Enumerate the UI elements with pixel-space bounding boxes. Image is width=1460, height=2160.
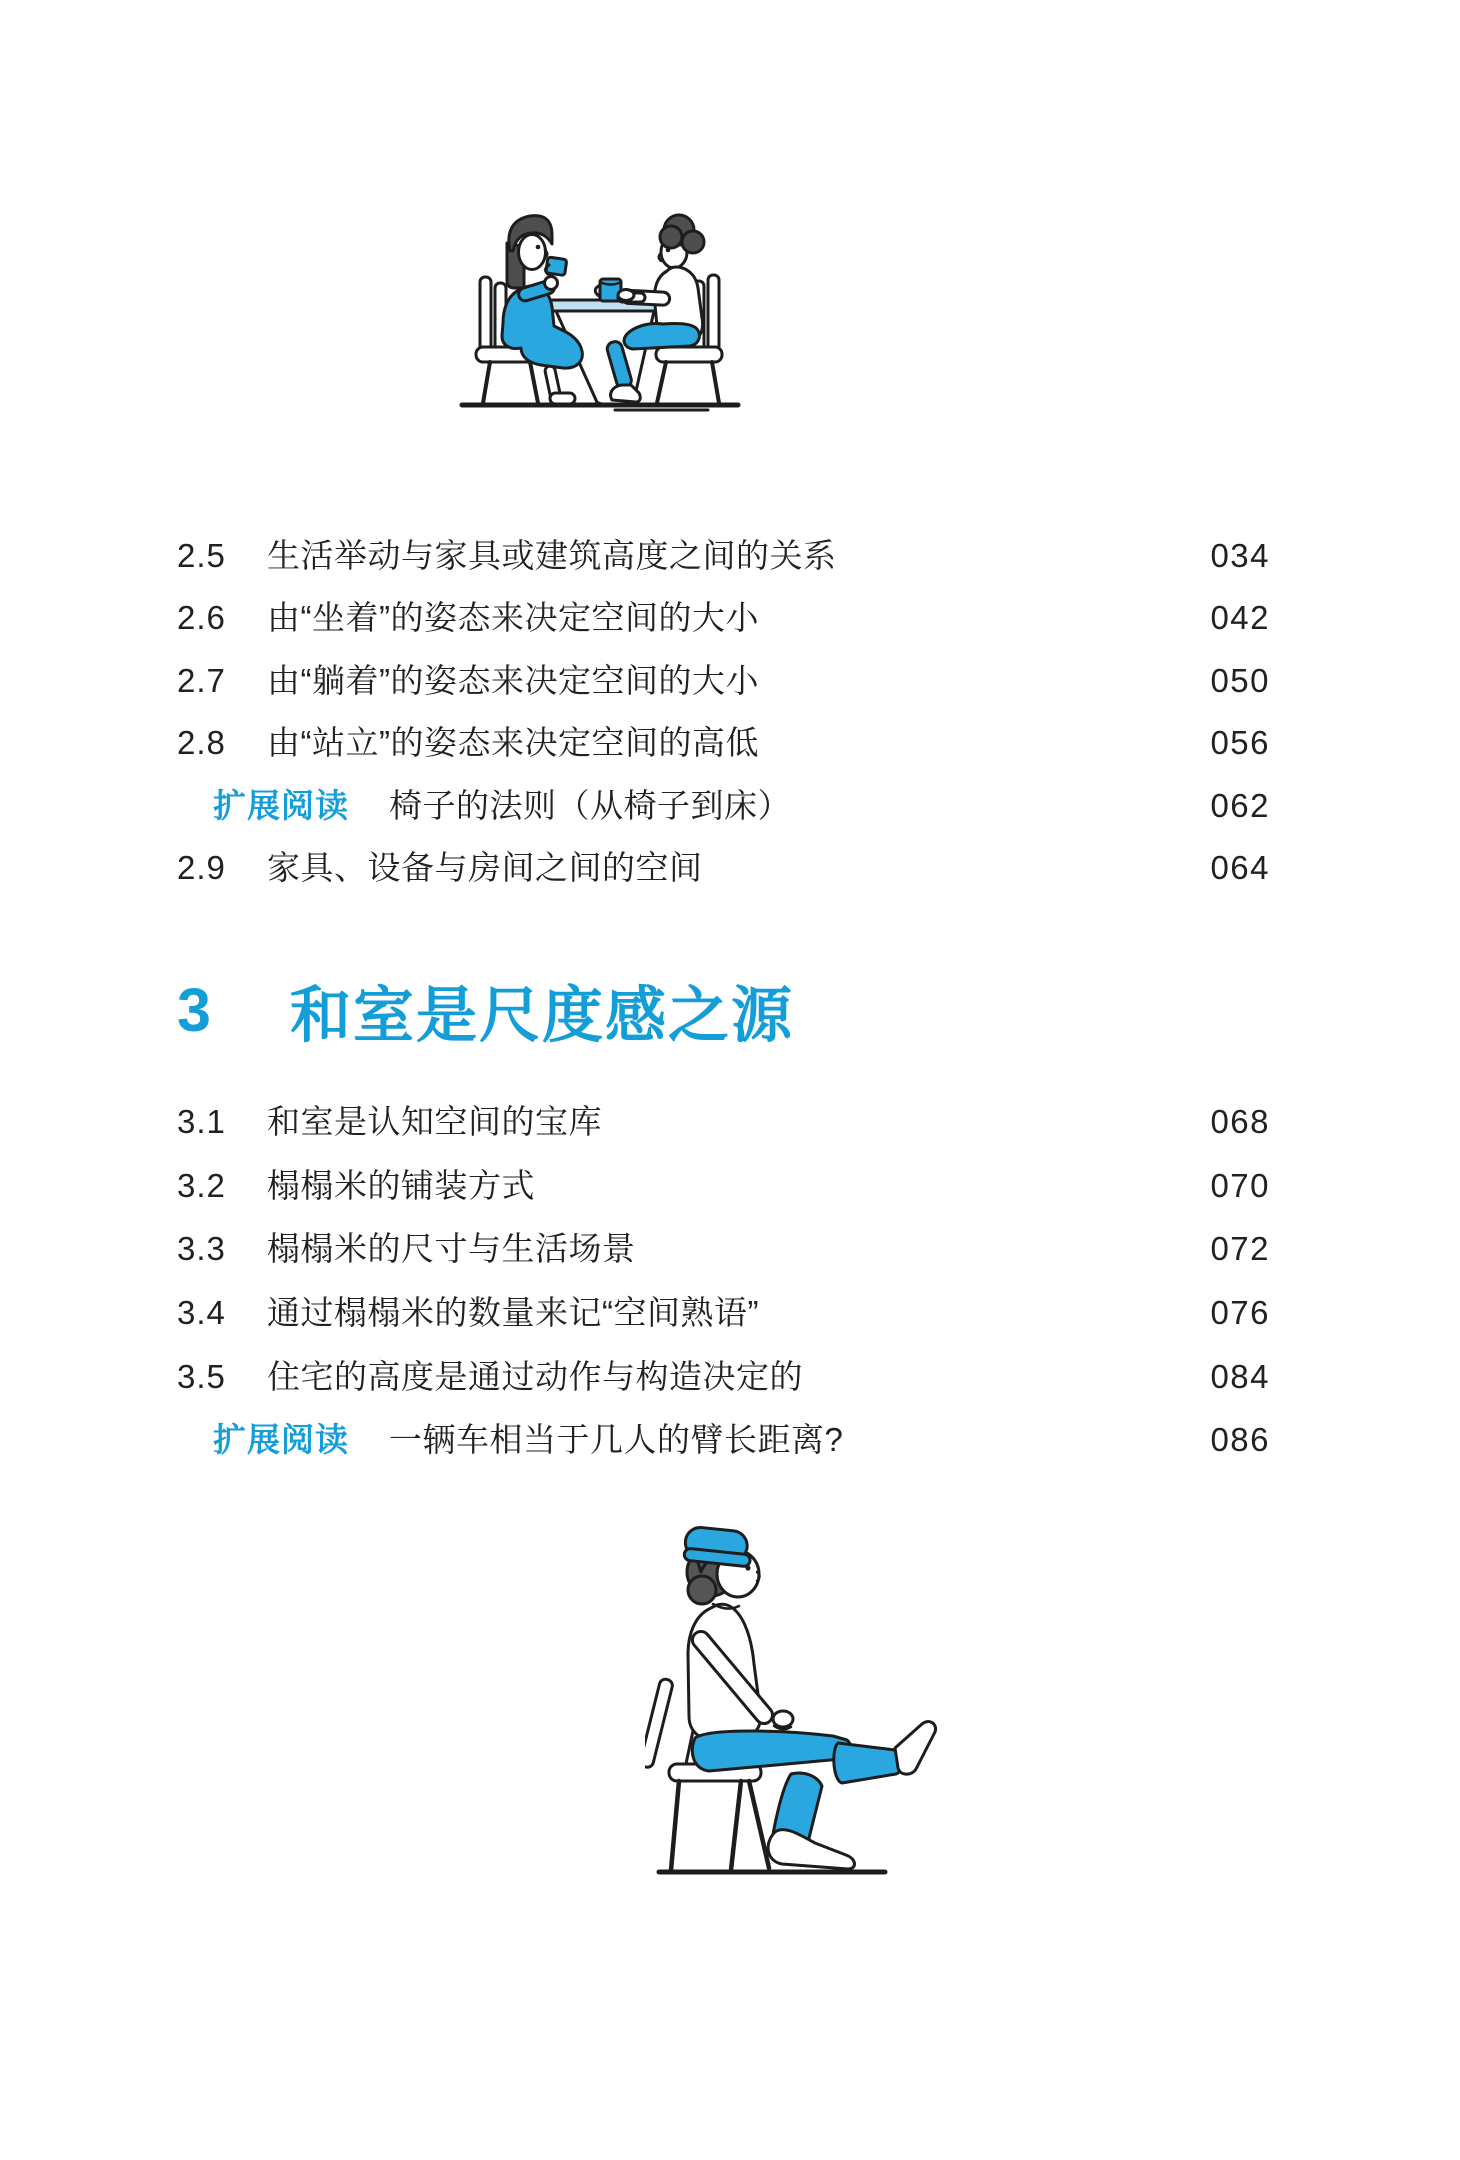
- toc-item-title: 一辆车相当于几人的臂长距离?: [389, 1421, 844, 1459]
- toc-item-page: 034: [1210, 536, 1270, 574]
- toc-item-title: 生活举动与家具或建筑高度之间的关系: [267, 536, 837, 574]
- toc-item-number: 3.1: [177, 1103, 226, 1141]
- toc-item-number: 3.3: [177, 1230, 226, 1268]
- toc-item: [177, 524, 1270, 587]
- toc-item-number: 3.5: [177, 1357, 226, 1395]
- toc-item-page: 072: [1210, 1230, 1270, 1268]
- toc-item-page: 070: [1210, 1166, 1270, 1204]
- toc-item-title: 和室是认知空间的宝库: [267, 1103, 602, 1141]
- extended-reading-label: 扩展阅读: [213, 786, 349, 824]
- toc-item: [177, 837, 1270, 900]
- illustration-two-people-at-table-icon: [450, 195, 760, 415]
- toc-item-page: 050: [1210, 661, 1270, 699]
- toc-item-title: 椅子的法则（从椅子到床）: [389, 786, 791, 824]
- toc-item: [177, 587, 1270, 650]
- toc-item-title: 由“坐着”的姿态来决定空间的大小: [267, 599, 759, 637]
- toc-item-number: 2.6: [177, 599, 226, 637]
- toc-item-number: 3.4: [177, 1294, 226, 1332]
- extended-reading-label: 扩展阅读: [213, 1421, 349, 1459]
- toc-item-title: 榻榻米的尺寸与生活场景: [267, 1230, 636, 1268]
- toc-item-number: 2.5: [177, 536, 226, 574]
- illustration-person-sitting-leg-raised-icon: [645, 1512, 945, 1882]
- toc-item: [177, 1217, 1270, 1281]
- toc-extended-reading-item: [177, 1408, 1270, 1472]
- toc-item: [177, 1344, 1270, 1408]
- toc-item-title: 家具、设备与房间之间的空间: [267, 849, 703, 887]
- toc-item-page: 068: [1210, 1103, 1270, 1141]
- toc-item-page: 062: [1210, 786, 1270, 824]
- chapter-3-heading: [177, 968, 794, 1052]
- toc-item: [177, 649, 1270, 712]
- toc-item-page: 056: [1210, 724, 1270, 762]
- toc-item-page: 076: [1210, 1294, 1270, 1332]
- toc-item-number: 3.2: [177, 1166, 226, 1204]
- toc-item-page: 086: [1210, 1421, 1270, 1459]
- toc-item-page: 064: [1210, 849, 1270, 887]
- toc-item-number: 2.9: [177, 849, 226, 887]
- chapter-number: 3: [177, 976, 211, 1044]
- toc-item-number: 2.8: [177, 724, 226, 762]
- toc-section-2: [177, 524, 1270, 899]
- toc-item: [177, 1090, 1270, 1154]
- toc-item-page: 042: [1210, 599, 1270, 637]
- toc-item: [177, 1281, 1270, 1345]
- toc-item-title: 由“躺着”的姿态来决定空间的大小: [267, 661, 759, 699]
- toc-item-title: 榻榻米的铺装方式: [267, 1166, 535, 1204]
- chapter-title: 和室是尺度感之源: [290, 980, 795, 1049]
- toc-item-title: 通过榻榻米的数量来记“空间熟语”: [267, 1294, 759, 1332]
- toc-item-number: 2.7: [177, 661, 226, 699]
- toc-item-title: 由“站立”的姿态来决定空间的高低: [267, 724, 759, 762]
- toc-item: [177, 712, 1270, 775]
- toc-extended-reading-item: [177, 774, 1270, 837]
- toc-section-3: [177, 1090, 1270, 1472]
- toc-item-title: 住宅的高度是通过动作与构造决定的: [267, 1357, 803, 1395]
- toc-item-page: 084: [1210, 1357, 1270, 1395]
- toc-item: [177, 1154, 1270, 1218]
